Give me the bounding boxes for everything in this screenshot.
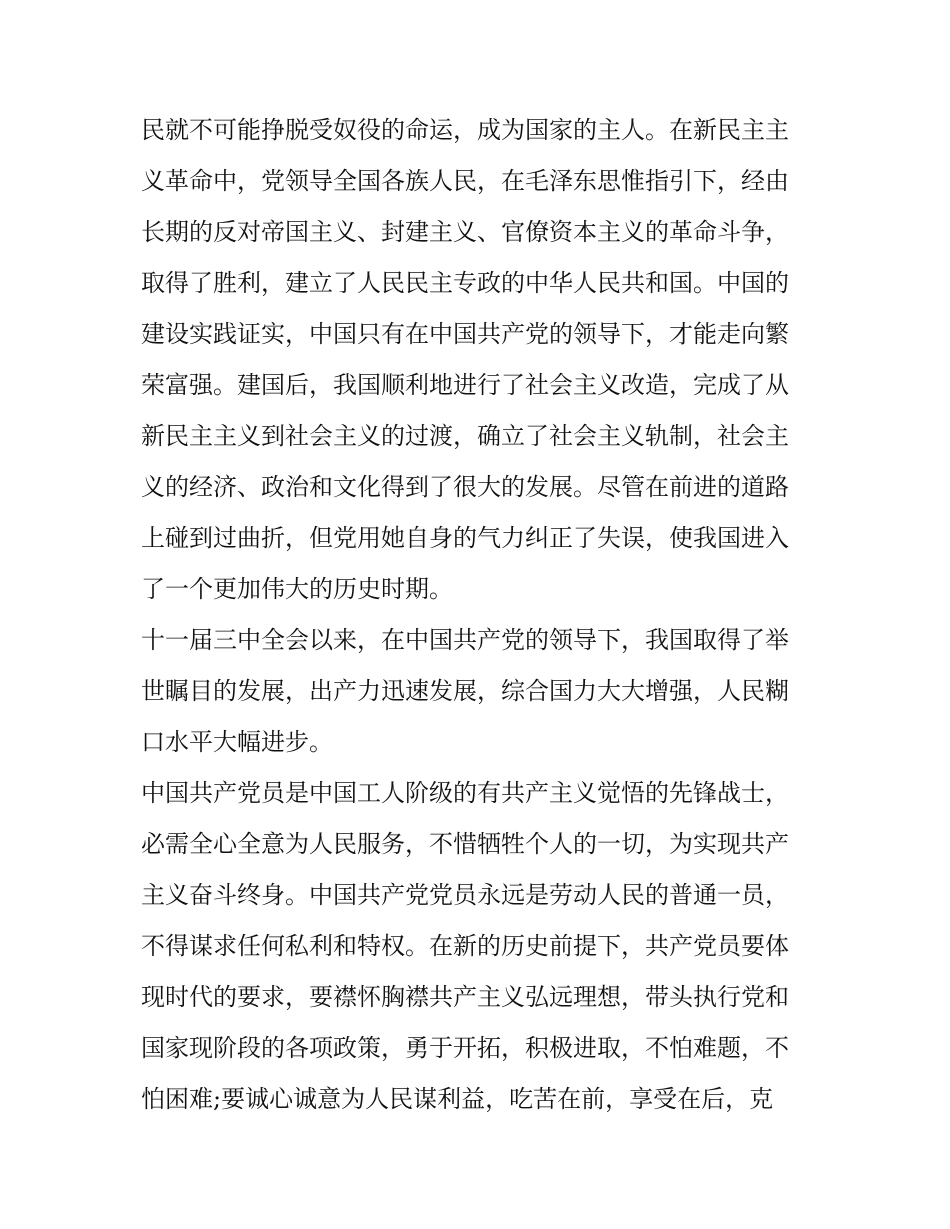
text-line: 十一届三中全会以来，在中国共产党的领导下，我国取得了举 (141, 626, 789, 654)
document-body (141, 105, 821, 1125)
text-line: 荣富强。建国后，我国顺利地进行了社会主义改造，完成了从 (141, 371, 789, 399)
text-line: 义的经济、政治和文化得到了很大的发展。尽管在前进的道路 (141, 473, 789, 501)
text-line: 怕困难;要诚心诚意为人民谋利益，吃苦在前，享受在后，克 (141, 1085, 774, 1113)
text-line: 不得谋求任何私利和特权。在新的历史前提下，共产党员要体 (141, 932, 789, 960)
text-line: 世瞩目的发展，出产力迅速发展，综合国力大大增强，人民糊 (141, 677, 789, 705)
text-line: 口水平大幅进步。 (141, 728, 333, 756)
text-line: 中国共产党员是中国工人阶级的有共产主义觉悟的先锋战士， (141, 779, 789, 807)
text-line: 现时代的要求，要襟怀胸襟共产主义弘远理想，带头执行党和 (141, 983, 789, 1011)
text-line: 长期的反对帝国主义、封建主义、官僚资本主义的革命斗争， (141, 218, 789, 246)
text-line: 取得了胜利，建立了人民民主专政的中华人民共和国。中国的 (141, 269, 789, 297)
text-line: 建设实践证实，中国只有在中国共产党的领导下，才能走向繁 (141, 320, 789, 348)
text-line: 主义奋斗终身。中国共产党党员永远是劳动人民的普通一员， (141, 881, 789, 909)
text-line: 民就不可能挣脱受奴役的命运，成为国家的主人。在新民主主 (141, 116, 789, 144)
text-line: 了一个更加伟大的历史时期。 (141, 575, 453, 603)
text-line: 新民主主义到社会主义的过渡，确立了社会主义轨制，社会主 (141, 422, 789, 450)
text-line: 必需全心全意为人民服务，不惜牺牲个人的一切，为实现共产 (141, 830, 789, 858)
text-line: 国家现阶段的各项政策，勇于开拓，积极进取，不怕难题，不 (141, 1034, 789, 1062)
text-line: 上碰到过曲折，但党用她自身的气力纠正了失误，使我国进入 (141, 524, 789, 552)
text-line: 义革命中，党领导全国各族人民，在毛泽东思惟指引下，经由 (141, 167, 789, 195)
